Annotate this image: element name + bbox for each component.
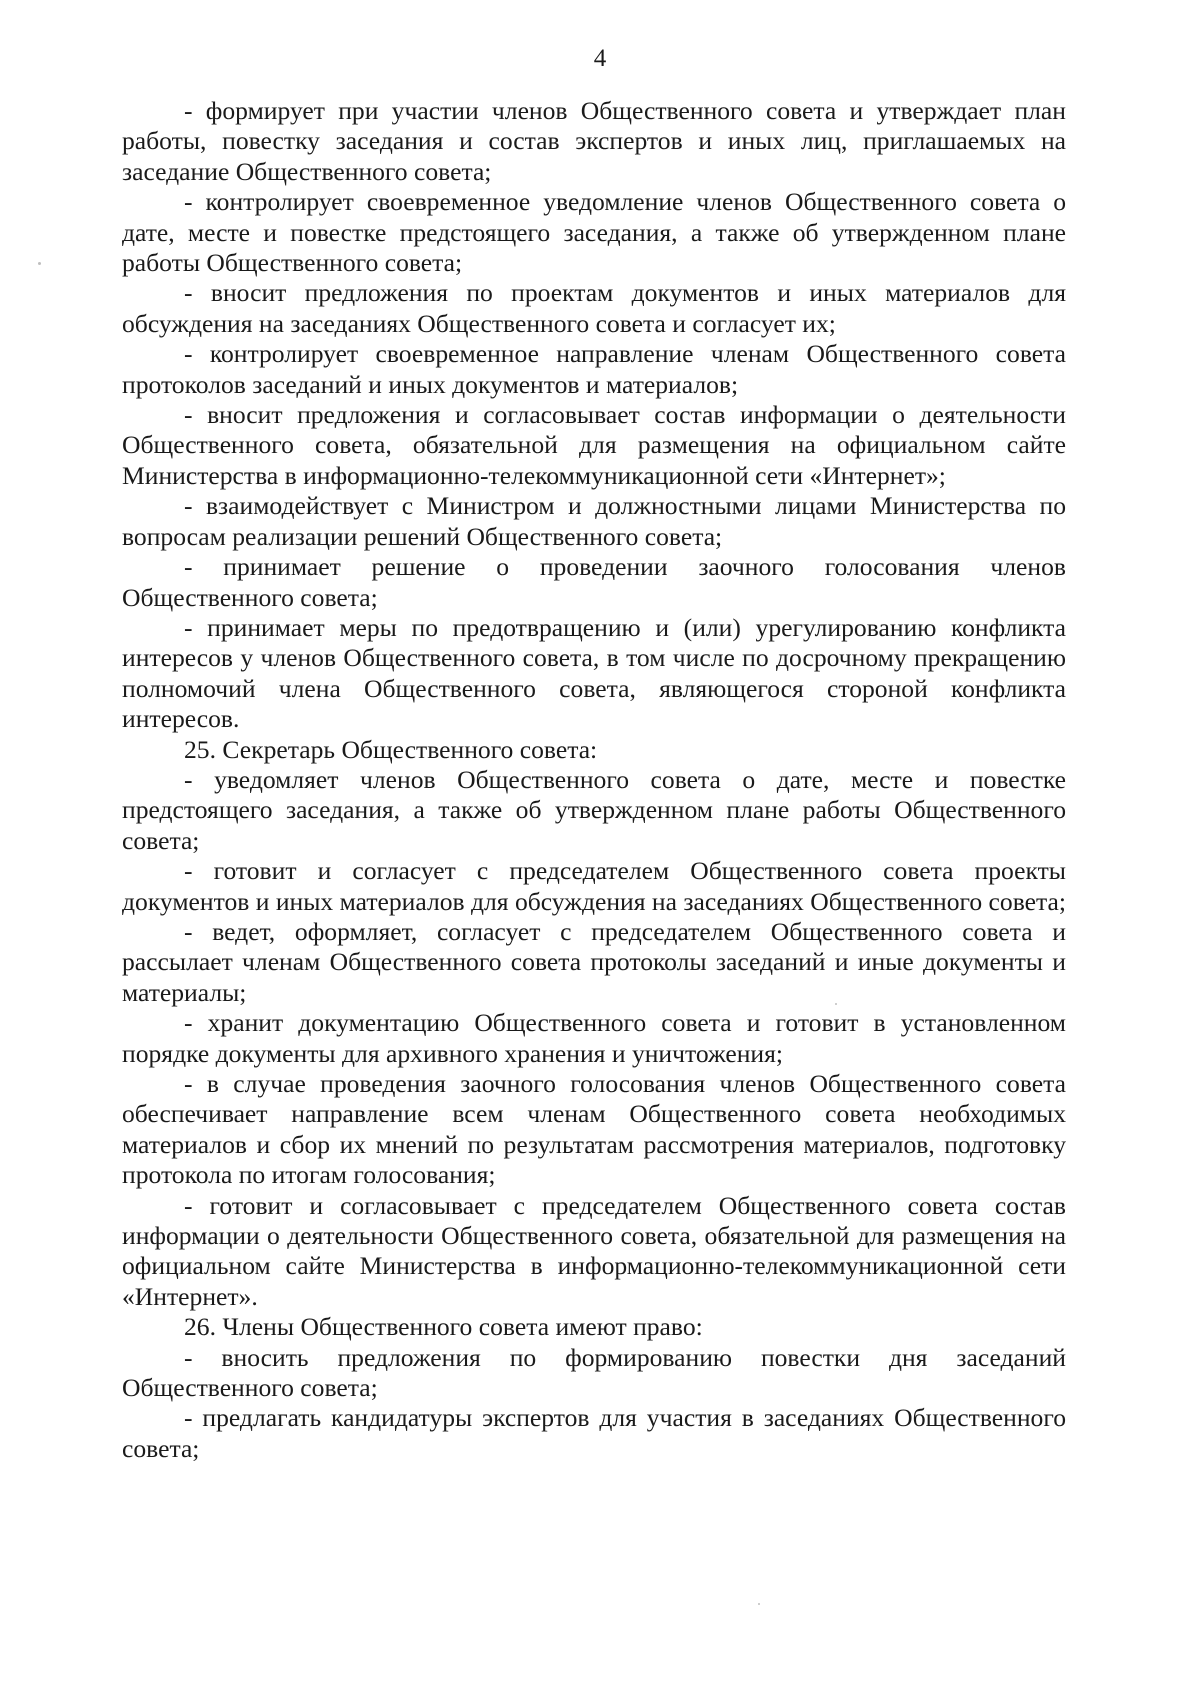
paragraph: - в случае проведения заочного голосования членов Общественного совета обеспечивает направление всем членам Общественного совета необходимых материалов и сбор их мнений по результатам рассмотрения материалов, подготовку протокола по итогам голосования; — [122, 1069, 1066, 1190]
paragraph: - хранит документацию Общественного совета и готовит в установленном порядке документы для архивного хранения и уничтожения; — [122, 1008, 1066, 1068]
paragraph: - вносит предложения и согласовывает состав информации о деятельности Общественного совета, обязательной для размещения на официальном сайте Министерства в информационно-телекоммуникационной сети «Интернет»; — [122, 400, 1066, 490]
paragraph: - принимает решение о проведении заочного голосования членов Общественного совета; — [122, 552, 1066, 612]
paragraph: - взаимодействует с Министром и должностными лицами Министерства по вопросам реализации решений Общественного совета; — [122, 491, 1066, 551]
paragraph: - контролирует своевременное уведомление членов Общественного совета о дате, месте и повестке предстоящего заседания, а также об утвержденном плане работы Общественного совета; — [122, 187, 1066, 278]
scan-speck — [758, 1603, 760, 1605]
paragraph: - предлагать кандидатуры экспертов для участия в заседаниях Общественного совета; — [122, 1403, 1066, 1463]
paragraph: - контролирует своевременное направление членам Общественного совета протоколов заседаний и иных документов и материалов; — [122, 339, 1066, 399]
paragraph: - готовит и согласовывает с председателем Общественного совета состав информации о деятельности Общественного совета, обязательной для размещения на официальном сайте Министерства в информационно-телекоммуникационной сети «Интернет». — [122, 1190, 1066, 1311]
section-heading-26: 26. Члены Общественного совета имеют право: — [184, 1312, 703, 1342]
paragraph: - вносит предложения по проектам документов и иных материалов для обсуждения на заседаниях Общественного совета и согласует их; — [122, 278, 1066, 338]
scan-speck — [38, 262, 41, 265]
paragraph: - вносить предложения по формированию повестки дня заседаний Общественного совета; — [122, 1342, 1066, 1403]
paragraph: - уведомляет членов Общественного совета о дате, месте и повестке предстоящего заседания, а также об утвержденном плане работы Общественного совета; — [122, 764, 1066, 855]
paragraph: - формирует при участии членов Общественного совета и утверждает план работы, повестку заседания и состав экспертов и иных лиц, приглашаемых на заседание Общественного совета; — [122, 96, 1066, 186]
section-heading-25: 25. Секретарь Общественного совета: — [184, 734, 598, 764]
page-number: 4 — [593, 45, 607, 72]
paragraph: - готовит и согласует с председателем Общественного совета проекты документов и иных материалов для обсуждения на заседаниях Общественного совета; — [122, 856, 1066, 916]
paragraph: - ведет, оформляет, согласует с председателем Общественного совета и рассылает членам Общественного совета протоколы заседаний и иные документы и материалы; — [122, 916, 1066, 1007]
document-body — [122, 96, 1066, 1464]
paragraph: - принимает меры по предотвращению и (или) урегулированию конфликта интересов у членов Общественного совета, в том числе по досрочному прекращению полномочий члена Общественного совета, являющегося стороной конфликта интересов. — [122, 612, 1066, 734]
scan-speck — [835, 1003, 837, 1005]
